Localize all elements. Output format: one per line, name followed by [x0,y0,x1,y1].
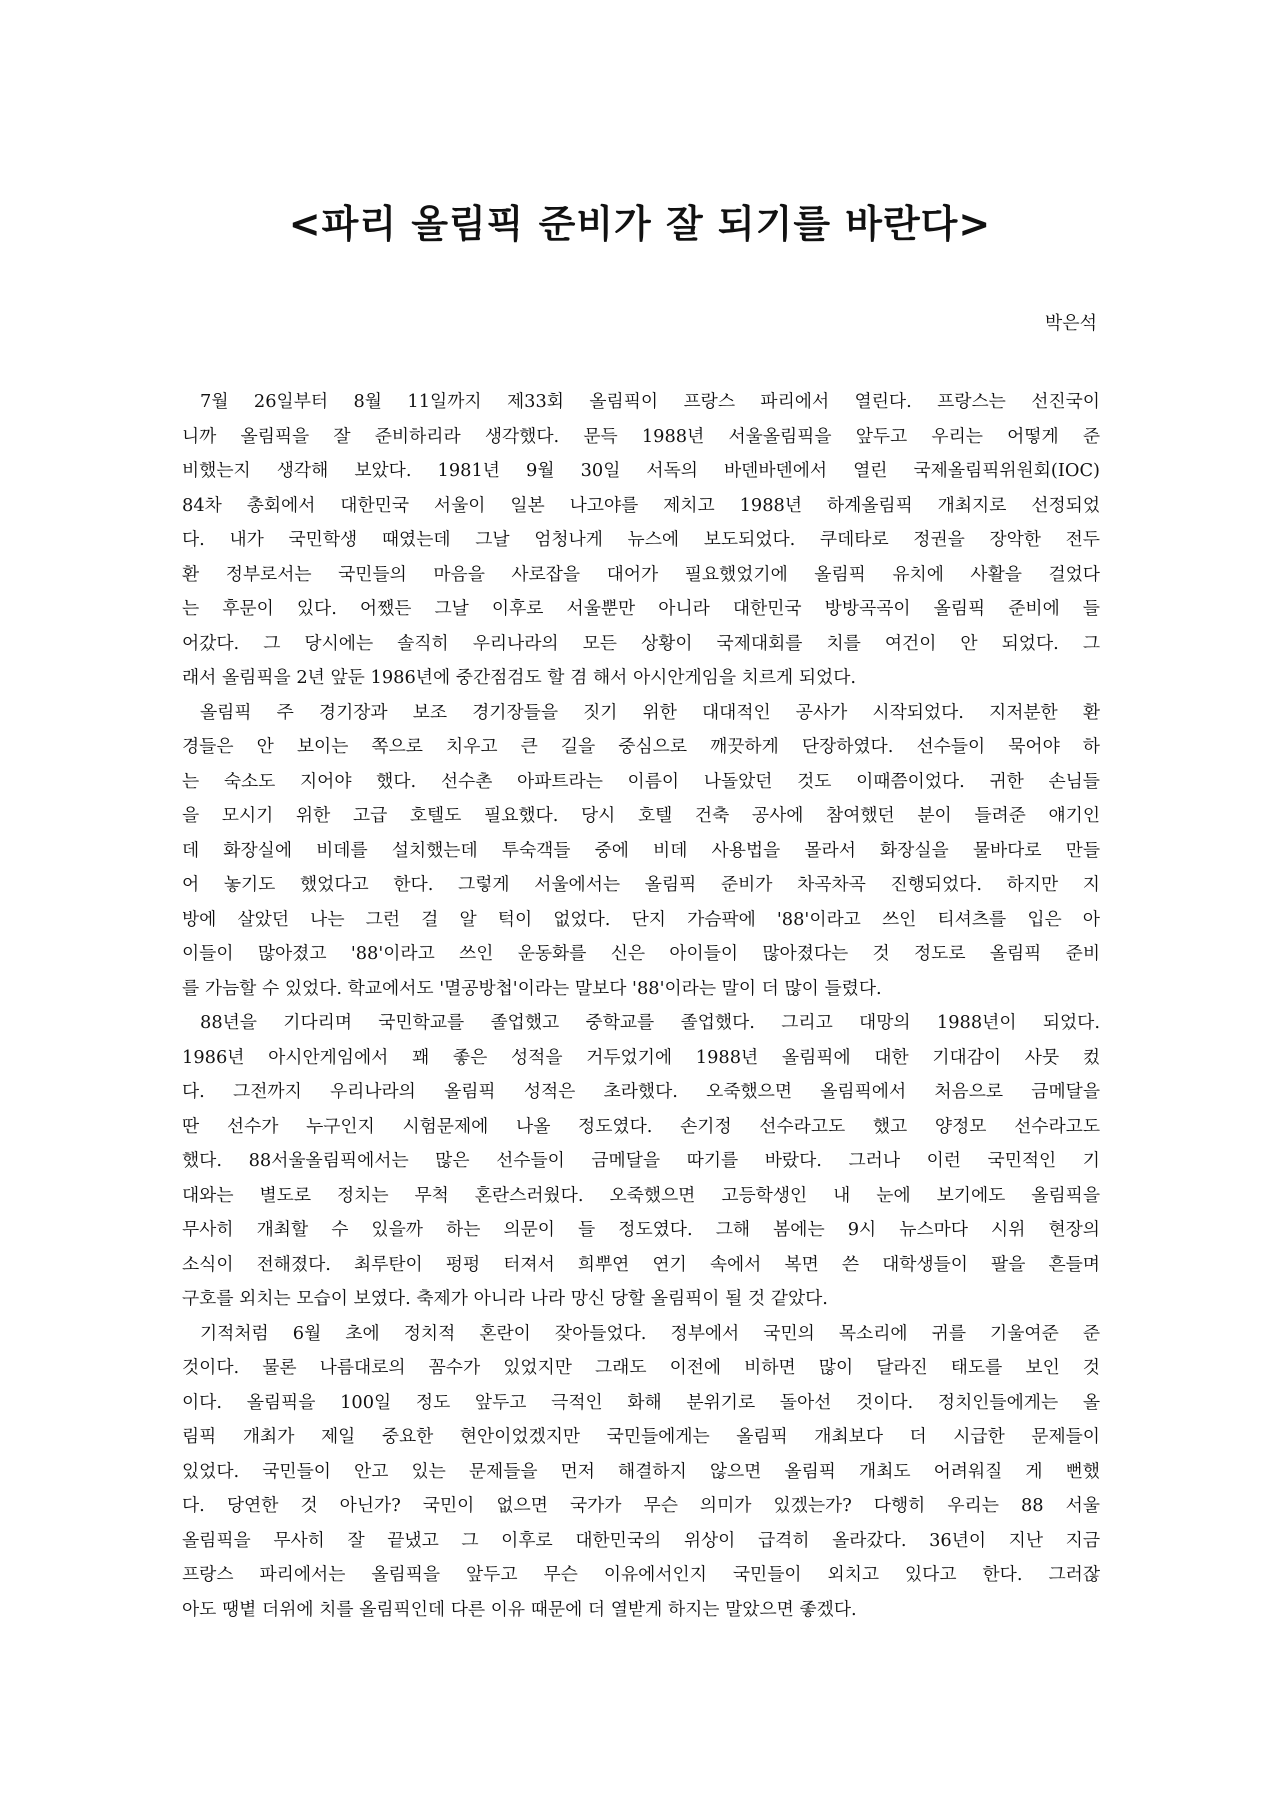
text-line: 경들은 안 보이는 쪽으로 치우고 큰 길을 중심으로 깨끗하게 단장하였다. 선수들이 묵어야 하 [182,736,1100,757]
document-title: <파리 올림픽 준비가 잘 되기를 바란다> [288,202,992,246]
paragraph [182,696,1100,1007]
text-line: 방에 살았던 나는 그런 걸 알 턱이 없었다. 단지 가슴팍에 '88'이라고 쓰인 티셔츠를 입은 아 [182,908,1100,930]
text-line: 비했는지 생각해 보았다. 1981년 9월 30일 서독의 바덴바덴에서 열린 국제올림픽위원회(IOC) [182,460,1100,481]
text-line: 프랑스 파리에서는 올림픽을 앞두고 무슨 이유에서인지 국민들이 외치고 있다고 한다. 그러잖 [182,1564,1100,1585]
author-name: 박은석 [1044,313,1097,334]
text-line: 딴 선수가 누구인지 시험문제에 나올 정도였다. 손기정 선수라고도 했고 양정모 선수라고도 [182,1115,1100,1137]
text-line: 를 가늠할 수 있었다. 학교에서도 '멸공방첩'이라는 말보다 '88'이라는 말이 더 많이 들렸다. [182,977,882,999]
text-line: 다. 내가 국민학생 때였는데 그날 엄청나게 뉴스에 보도되었다. 쿠데타로 정권을 장악한 전두 [182,529,1100,550]
text-line: 올림픽을 무사히 잘 끝냈고 그 이후로 대한민국의 위상이 급격히 올라갔다. 36년이 지난 지금 [182,1529,1100,1551]
text-line: 환 정부로서는 국민들의 마음을 사로잡을 대어가 필요했었기에 올림픽 유치에 사활을 걸었다 [182,563,1100,585]
text-line: 있었다. 국민들이 안고 있는 문제들을 먼저 해결하지 않으면 올림픽 개최도 어려워질 게 뻔했 [182,1460,1100,1482]
text-line: 7월 26일부터 8월 11일까지 제33회 올림픽이 프랑스 파리에서 열린다. 프랑스는 선진국이 [200,391,1100,412]
text-line: 84차 총회에서 대한민국 서울이 일본 나고야를 제치고 1988년 하계올림픽 개최지로 선정되었 [182,494,1100,516]
essay-body [182,385,1100,1627]
text-line: 니까 올림픽을 잘 준비하리라 생각했다. 문득 1988년 서울올림픽을 앞두고 우리는 어떻게 준 [182,425,1100,447]
text-line: 무사히 개최할 수 있을까 하는 의문이 들 정도였다. 그해 봄에는 9시 뉴스마다 시위 현장의 [182,1219,1100,1240]
text-line: 기적처럼 6월 초에 정치적 혼란이 잦아들었다. 정부에서 국민의 목소리에 귀를 기울여준 준 [200,1322,1100,1344]
text-line: 어 놓기도 했었다고 한다. 그렇게 서울에서는 올림픽 준비가 차곡차곡 진행되었다. 하지만 지 [182,874,1100,895]
text-line: 을 모시기 위한 고급 호텔도 필요했다. 당시 호텔 건축 공사에 참여했던 분이 들려준 얘기인 [182,805,1100,826]
text-line: 소식이 전해졌다. 최루탄이 펑펑 터져서 희뿌연 연기 속에서 복면 쓴 대학생들이 팔을 흔들며 [182,1253,1100,1275]
text-line: 이다. 올림픽을 100일 정도 앞두고 극적인 화해 분위기로 돌아선 것이다. 정치인들에게는 올 [182,1391,1100,1413]
text-line: 아도 땡볕 더위에 치를 올림픽인데 다른 이유 때문에 더 열받게 하지는 말았으면 좋겠다. [182,1598,857,1620]
text-line: 다. 당연한 것 아닌가? 국민이 없으면 국가가 무슨 의미가 있겠는가? 다행히 우리는 88 서울 [182,1495,1100,1516]
paragraph [182,385,1100,696]
text-line: 대와는 별도로 정치는 무척 혼란스러웠다. 오죽했으면 고등학생인 내 눈에 보기에도 올림픽을 [182,1184,1100,1206]
text-line: 다. 그전까지 우리나라의 올림픽 성적은 초라했다. 오죽했으면 올림픽에서 처음으로 금메달을 [182,1081,1100,1102]
text-line: 이들이 많아졌고 '88'이라고 쓰인 운동화를 신은 아이들이 많아졌다는 것 정도로 올림픽 준비 [182,943,1100,964]
text-line: 어갔다. 그 당시에는 솔직히 우리나라의 모든 상황이 국제대회를 치를 여건이 안 되었다. 그 [182,632,1100,654]
text-line: 1986년 아시안게임에서 꽤 좋은 성적을 거두었기에 1988년 올림픽에 대한 기대감이 사뭇 컸 [182,1046,1100,1068]
text-line: 것이다. 물론 나름대로의 꼼수가 있었지만 그래도 이전에 비하면 많이 달라진 태도를 보인 것 [182,1357,1100,1378]
text-line: 구호를 외치는 모습이 보였다. 축제가 아니라 나라 망신 당할 올림픽이 될 것 같았다. [182,1288,828,1309]
text-line: 래서 올림픽을 2년 앞둔 1986년에 중간점검도 할 겸 해서 아시안게임을 치르게 되었다. [182,667,857,688]
text-line: 88년을 기다리며 국민학교를 졸업했고 중학교를 졸업했다. 그리고 대망의 1988년이 되었다. [200,1012,1100,1033]
paragraph [182,1006,1100,1317]
text-line: 림픽 개최가 제일 중요한 현안이었겠지만 국민들에게는 올림픽 개최보다 더 시급한 문제들이 [182,1426,1100,1447]
paragraph [182,1317,1100,1628]
text-line: 는 숙소도 지어야 했다. 선수촌 아파트라는 이름이 나돌았던 것도 이때쯤이었다. 귀한 손님들 [182,770,1100,792]
text-line: 올림픽 주 경기장과 보조 경기장들을 짓기 위한 대대적인 공사가 시작되었다. 지저분한 환 [200,701,1100,723]
text-line: 했다. 88서울올림픽에서는 많은 선수들이 금메달을 따기를 바랐다. 그러나 이런 국민적인 기 [182,1150,1100,1171]
text-line: 는 후문이 있다. 어쨌든 그날 이후로 서울뿐만 아니라 대한민국 방방곡곡이 올림픽 준비에 들 [182,598,1100,619]
text-line: 데 화장실에 비데를 설치했는데 투숙객들 중에 비데 사용법을 몰라서 화장실을 물바다로 만들 [182,839,1100,861]
